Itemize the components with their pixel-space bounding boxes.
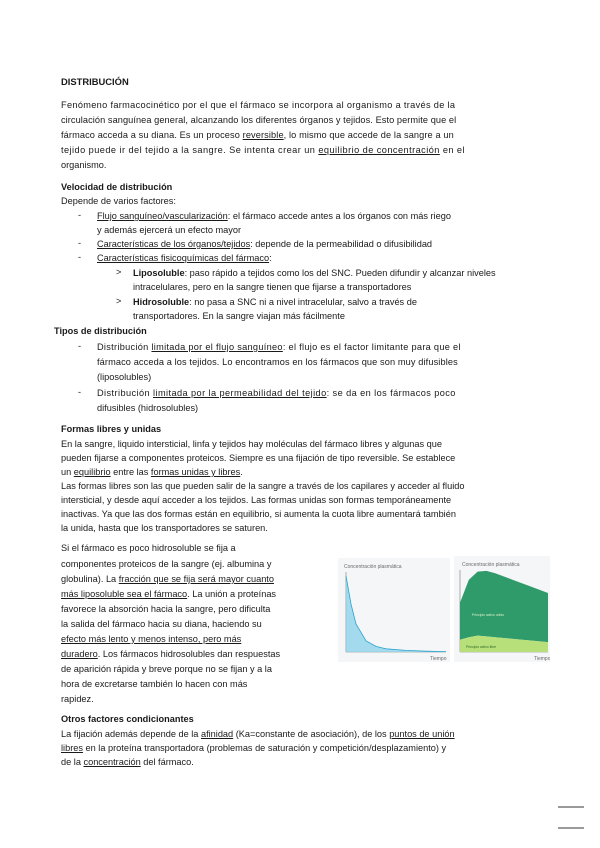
otros-l1: La fijación además depende de la afinidad (Ka=constante de asociación), de los puntos de unión bbox=[61, 729, 455, 739]
concentration-chart-free bbox=[338, 558, 450, 662]
tipos-item-2-l2: difusibles (hidrosolubles) bbox=[97, 403, 199, 413]
equilibrio-term: equilibrio de concentración bbox=[318, 145, 440, 155]
hidro-l10: hora de excretarse también lo hacen con más bbox=[61, 679, 248, 689]
formas-p2-l3: inactivas. Ya que las dos formas están en equilibrio, si aumenta la cuota libre aumentará también bbox=[61, 509, 456, 519]
dash-bullet: - bbox=[78, 252, 82, 262]
chart-title: Concentración plasmática bbox=[462, 562, 520, 568]
x-axis-label: Tiempo bbox=[534, 656, 550, 662]
footer-mark bbox=[558, 806, 584, 808]
intro-line-4: tejido puede ir del tejido a la sangre. Se intenta crear un equilibrio de concentración en el bbox=[61, 145, 465, 155]
velocidad-item-1: Flujo sanguíneo/vascularización: el fármaco accede antes a los órganos con más riego bbox=[97, 211, 451, 221]
hidro-l9: de aparición rápida y breve porque no se fijan y a la bbox=[61, 664, 272, 674]
otros-heading: Otros factores condicionantes bbox=[61, 714, 194, 724]
tipos-heading: Tipos de distribución bbox=[54, 326, 147, 336]
intro-line-5: organismo. bbox=[61, 160, 107, 170]
arrow-bullet: > bbox=[116, 296, 122, 306]
dash-bullet: - bbox=[78, 387, 82, 397]
formas-p2-l4: la unida, hasta que los transportadores se saturen. bbox=[61, 523, 268, 533]
hidro-l2: componentes proteicos de la sangre (ej. albumina y bbox=[61, 559, 272, 569]
hidro-l1: Si el fármaco es poco hidrosoluble se fija a bbox=[61, 543, 236, 553]
hidro-l4: más liposoluble sea el fármaco. La unión a proteínas bbox=[61, 589, 277, 599]
intro-line-2: circulación sanguínea general, alcanzando los diferentes órganos y tejidos. Esto permite que el bbox=[61, 115, 457, 125]
velocidad-heading: Velocidad de distribución bbox=[61, 182, 173, 192]
hidro-l5: favorece la absorción hacia la sangre, pero dificulta bbox=[61, 604, 271, 614]
liposoluble-item-cont: intracelulares, pero en la sangre tienen que fijarse a transportadores bbox=[133, 282, 412, 292]
hidrosoluble-item: Hidrosoluble: no pasa a SNC ni a nivel intracelular, salvo a través de bbox=[133, 297, 417, 307]
dash-bullet: - bbox=[78, 341, 82, 351]
hidro-l3: globulina). La fracción que se fija será mayor cuanto bbox=[61, 574, 274, 584]
arrow-bullet: > bbox=[116, 267, 122, 277]
formas-p1-l2: pueden fijarse a componentes proteicos. Siempre es una fijación de tipo reversible. Se establece bbox=[61, 453, 456, 463]
legend-label-libre: Principio activo libre bbox=[466, 645, 497, 649]
formas-p2-l1: Las formas libres son las que pueden salir de la sangre a través de los capilares y acceder al fluido bbox=[61, 481, 465, 491]
hidro-l11: rapidez. bbox=[61, 694, 94, 704]
hidro-l7: efecto más lento y menos intenso, pero más bbox=[61, 634, 242, 644]
liposoluble-item: Liposoluble: paso rápido a tejidos como los del SNC. Pueden difundir y alcanzar niveles bbox=[133, 268, 496, 278]
intro-line-3: fármaco acceda a su diana. Es un proceso reversible, lo mismo que accede de la sangre a un bbox=[61, 130, 454, 140]
velocidad-item-3: Características fisicoquímicas del fármaco: bbox=[97, 253, 272, 263]
formas-p1-l1: En la sangre, liquido intersticial, linfa y tejidos hay moléculas del fármaco libres y algunas que bbox=[61, 439, 442, 449]
intro-line-1: Fenómeno farmacocinético por el que el fármaco se incorpora al organismo a través de la bbox=[61, 100, 456, 110]
reversible-term: reversible bbox=[242, 130, 284, 140]
formas-p1-l3: un equilibrio entre las formas unidas y libres. bbox=[61, 467, 243, 477]
hidro-l6: la salida del fármaco hacia su diana, haciendo su bbox=[61, 619, 262, 629]
tipos-item-2: Distribución limitada por la permeabilidad del tejido: se da en los fármacos poco bbox=[97, 388, 456, 398]
tipos-item-1: Distribución limitada por el flujo sanguíneo: el flujo es el factor limitante para que el bbox=[97, 342, 461, 352]
velocidad-lead: Depende de varios factores: bbox=[61, 196, 176, 206]
hidrosoluble-item-cont: transportadores. En la sangre viajan más fácilmente bbox=[133, 311, 345, 321]
legend-label-unido: Principio activo unido bbox=[472, 613, 505, 617]
hidro-l8: duradero. Los fármacos hidrosolubles dan respuestas bbox=[61, 649, 281, 659]
dash-bullet: - bbox=[78, 238, 82, 248]
otros-l2: libres en la proteína transportadora (problemas de saturación y competición/desplazamiento) y bbox=[61, 743, 447, 753]
formas-heading: Formas libres y unidas bbox=[61, 424, 162, 434]
velocidad-item-1-cont: y además ejercerá un efecto mayor bbox=[97, 225, 242, 235]
x-axis-label: Tiempo bbox=[430, 656, 447, 662]
tipos-item-1-l2: fármaco acceda a los tejidos. Lo encontramos en los fármacos que son muy difusibles bbox=[97, 357, 458, 367]
chart-title: Concentración plasmática bbox=[344, 564, 402, 570]
tipos-item-1-l3: (liposolubles) bbox=[97, 372, 152, 382]
concentration-chart-bound bbox=[454, 556, 550, 662]
dash-bullet: - bbox=[78, 210, 82, 220]
velocidad-item-2: Características de los órganos/tejidos: depende de la permeabilidad o difusibilidad bbox=[97, 239, 433, 249]
otros-l3: de la concentración del fármaco. bbox=[61, 757, 194, 767]
formas-p2-l2: intersticial, y desde aquí acceder a los tejidos. Las formas unidas son formas temporáneamente bbox=[61, 495, 452, 505]
section-title: DISTRIBUCIÓN bbox=[61, 76, 129, 87]
footer-mark bbox=[558, 827, 584, 829]
